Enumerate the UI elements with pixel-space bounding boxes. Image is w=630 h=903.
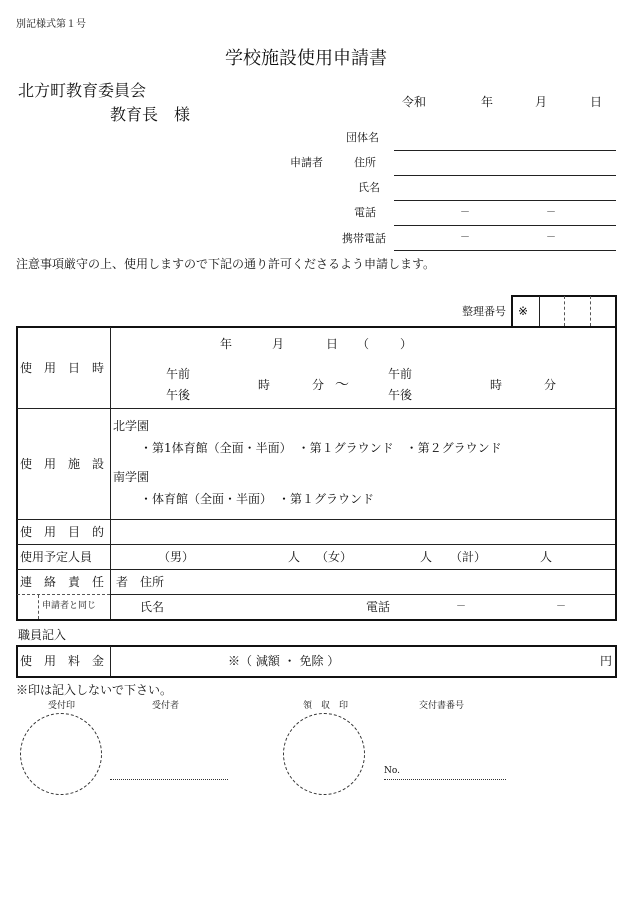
reception-stamp-circle <box>20 713 102 795</box>
facility-school1: 北学園 <box>113 419 150 433</box>
phone-dash-1: － <box>460 207 470 218</box>
phone-dash-2: － <box>546 207 556 218</box>
applicant-mobile-field[interactable] <box>394 250 616 251</box>
people-total-label: （計） <box>450 550 487 564</box>
applicant-address-label: 住所 <box>354 156 376 169</box>
footer-note: ※印は記入しないで下さい。 <box>16 683 173 697</box>
statement: 注意事項厳守の上、使用しますので下記の通り許可くださるよう申請します。 <box>16 257 436 271</box>
contact-phone-dash-2: － <box>556 601 566 612</box>
end-pm: 午後 <box>388 388 413 402</box>
receiver-field[interactable] <box>110 779 228 780</box>
ref-number-field[interactable] <box>539 296 615 326</box>
facility-label: 使 用 施 設 <box>20 457 105 471</box>
datetime-label: 使 用 日 時 <box>20 361 105 375</box>
people-male-unit: 人 <box>288 550 301 564</box>
contact-phone-label: 電話 <box>366 600 391 614</box>
applicant-mobile-label: 携帯電話 <box>342 232 386 245</box>
facility-school2: 南学園 <box>113 470 150 484</box>
datetime-year: 年 <box>220 337 233 351</box>
purpose-label: 使 用 目 的 <box>20 525 105 539</box>
form-id: 別記様式第１号 <box>16 19 86 30</box>
applicant-phone-field[interactable] <box>394 225 616 226</box>
end-minute: 分 <box>544 378 557 392</box>
facility-school1-items[interactable]: ・第1体育館（全面・半面） ・第１グラウンド ・第２グラウンド <box>140 441 502 455</box>
ref-number-mark: ※ <box>518 304 529 318</box>
receiver-label: 受付者 <box>152 701 180 711</box>
people-female-unit: 人 <box>420 550 433 564</box>
staff-label: 職員記入 <box>18 628 67 642</box>
doc-number-field[interactable] <box>384 779 506 780</box>
doc-number-label: 交付書番号 <box>419 701 465 711</box>
contact-address-field[interactable] <box>170 571 614 593</box>
contact-phone-dash-1: － <box>456 601 466 612</box>
fee-label: 使 用 料 金 <box>20 654 105 668</box>
date-month: 月 <box>535 95 548 109</box>
applicant-name-label: 氏名 <box>358 181 380 194</box>
fee-unit: 円 <box>600 654 613 668</box>
ref-number-label: 整理番号 <box>462 305 506 318</box>
receipt-stamp-circle <box>283 713 365 795</box>
doc-no-label: No. <box>384 766 400 776</box>
date-era: 令和 <box>402 95 427 109</box>
datetime-day: 日 <box>326 337 339 351</box>
datetime-date-field[interactable] <box>150 332 450 350</box>
applicant-name-field[interactable] <box>394 200 616 201</box>
group-name-label: 団体名 <box>346 131 379 144</box>
people-label: 使用予定人員 <box>20 550 93 564</box>
stamp1-label: 受付印 <box>48 701 76 711</box>
start-hour: 時 <box>258 378 271 392</box>
end-am: 午前 <box>388 367 413 381</box>
people-male-label: （男） <box>158 550 195 564</box>
contact-address-label: 住所 <box>140 575 165 589</box>
applicant-label: 申請者 <box>290 156 323 169</box>
fee-options[interactable]: ※（ 減額 ・ 免除 ） <box>228 654 340 668</box>
applicant-phone-label: 電話 <box>354 206 376 219</box>
applicant-address-field[interactable] <box>394 175 616 176</box>
start-pm: 午後 <box>166 388 191 402</box>
start-minute: 分 <box>312 378 325 392</box>
purpose-field[interactable] <box>112 521 614 543</box>
stamp2-label: 領 収 印 <box>303 701 349 711</box>
datetime-paren-open: （ <box>357 337 370 351</box>
date-year: 年 <box>481 95 494 109</box>
people-female-label: （女） <box>316 550 353 564</box>
addressee-line2: 教育長 様 <box>110 105 191 124</box>
contact-label: 連 絡 責 任 者 <box>20 575 129 589</box>
time-tilde: ～ <box>335 377 349 393</box>
contact-same-label: 申請者と同じ <box>42 601 97 611</box>
addressee-line1: 北方町教育委員会 <box>18 81 147 100</box>
end-hour: 時 <box>490 378 503 392</box>
facility-school2-items[interactable]: ・体育館（全面・半面） ・第１グラウンド <box>140 492 375 506</box>
date-day: 日 <box>590 95 603 109</box>
people-total-unit: 人 <box>540 550 553 564</box>
mobile-dash-2: － <box>546 232 556 243</box>
mobile-dash-1: － <box>460 232 470 243</box>
datetime-paren-close: ） <box>400 337 413 351</box>
start-am: 午前 <box>166 367 191 381</box>
group-name-field[interactable] <box>394 150 616 151</box>
page-title: 学校施設使用申請書 <box>225 48 387 69</box>
datetime-month: 月 <box>272 337 285 351</box>
contact-name-label: 氏名 <box>140 600 165 614</box>
